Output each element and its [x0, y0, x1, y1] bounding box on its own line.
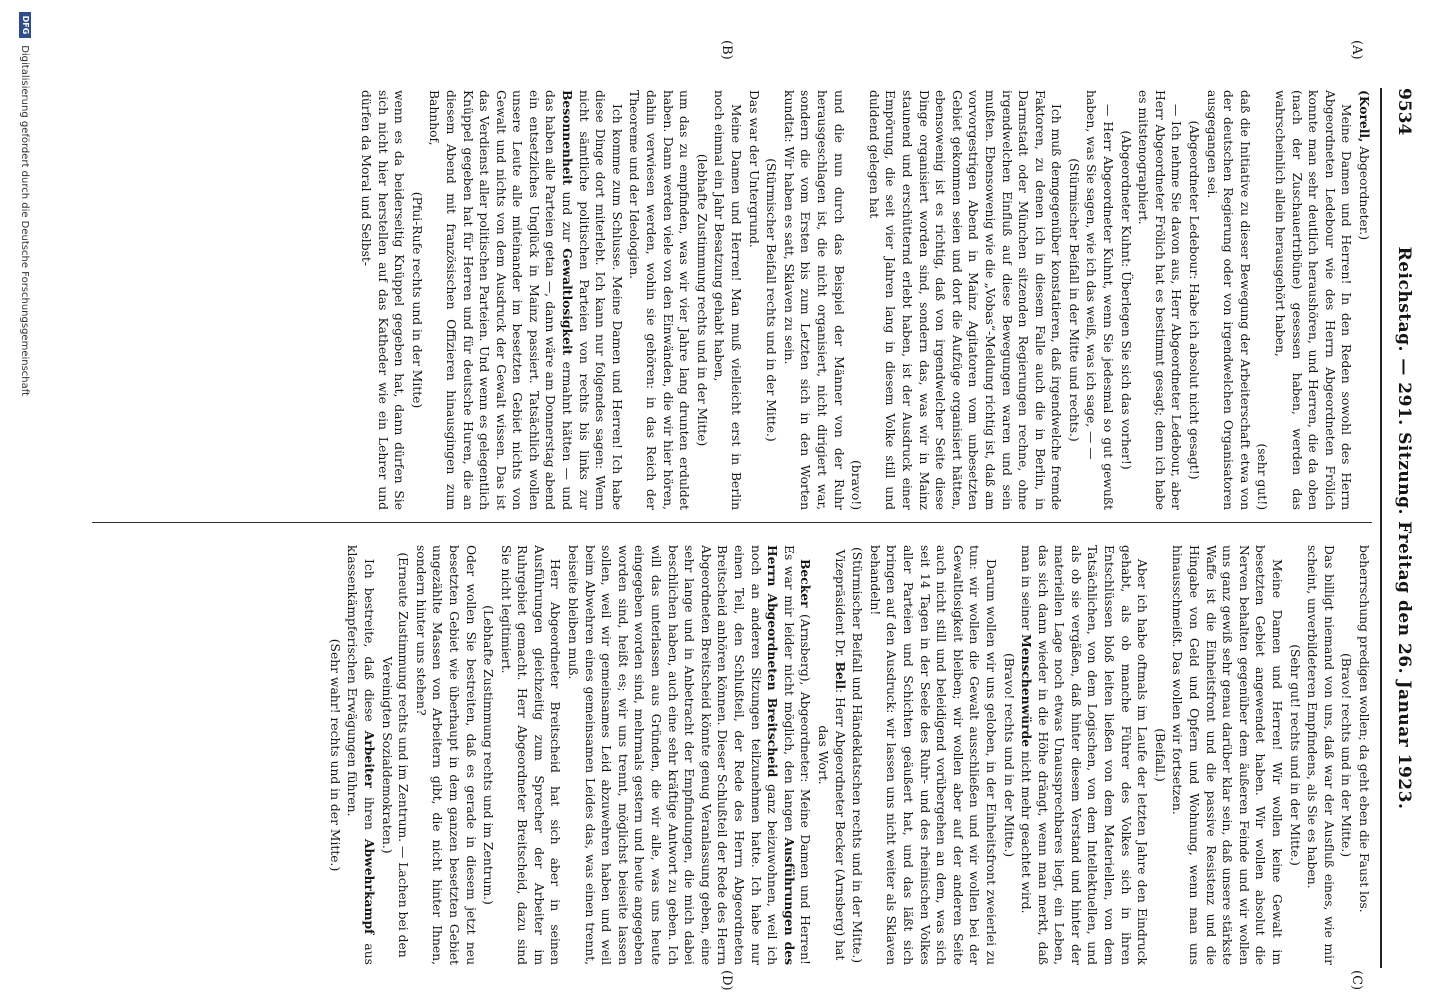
footer-text: Digitalisierung gefördert durch die Deutsche Forschungsgemeinschaft — [19, 45, 30, 397]
right-paragraph-8: Darum wollen wir uns geloben, in der Einheitsfront zweierlei zu tun: wir wollen die Gewalt ausschließen und wir wollen bei der Gewaltlosigkeit bleiben; wir wollen aber auf der anderen Seite auch nicht still und beleidigend vorübergehen an dem, was sich seit 14 Tagen in der Seele des Ruhr- und des rheinischen Volkes aller Parteien und Schichten geäußert hat, und das läßt sich bringen auf den Ausdruck: wir lassen uns nicht weiter als Sklaven behandeln! — [867, 545, 998, 965]
left-paragraph-15: (lebhafte Zustimmung rechts und in der Mitte) — [694, 153, 709, 447]
right-paragraph-10: Vizepräsident Dr. Bell: Herr Abgeordneter Becker (Arnsberg) hat das Wort. — [816, 549, 848, 961]
left-paragraph-1: Meine Damen und Herren! In den Reden sowohl des Herrn Abgeordneten Ledebour wie des Herrn Abgeordneten Frölich konnte man sehr deutlich heraushören, und Herren, die da oben (nach der Zuschauertribüne) gesessen haben, werden das wahrscheinlich allein herausgehört haben, — [1273, 90, 1354, 510]
left-paragraph-8: (Stürmischer Beifall in der Mitte und rechts.) — [1066, 158, 1081, 442]
margin-marker-d: (D) — [719, 970, 734, 991]
page-title: Reichstag. — 291. Sitzung. Freitag den 26. Januar 1923. — [1394, 246, 1414, 810]
column-divider — [92, 522, 1372, 523]
right-paragraph-9: (Stürmischer Beifall und Händeklatschen rechts und in der Mitte.) — [850, 546, 865, 964]
left-paragraph-18: (Pfui-Rufe rechts und in der Mitte) — [409, 191, 424, 409]
right-paragraph-2: Das billigt niemand von uns, daß war der Ausfluß eines, wie mir scheint, unverbildeteren Empfindens, als Sie es haben. — [1305, 545, 1336, 965]
right-paragraph-1: (Bravo! rechts und in der Mitte.) — [1339, 652, 1354, 858]
text-column-right — [82, 545, 1372, 965]
left-paragraph-2: (sehr gut!) — [1255, 443, 1270, 510]
dfg-logo: DFG — [19, 12, 31, 38]
left-paragraph-17: Ich komme zum Schlusse. Meine Damen und Herren! Ich habe diese Dinge dort miterlebt. Ich kann nur folgendes sagen: Wenn nicht sämtliche politischen Parteien von rechts bis links zur Besonnenheit und zur Gewaltlosigkeit ermahnt hätten — und das haben alle Parteien getan —, dann wäre am Donnerstag abend ein entsetzliches Unglück in Mainz passiert. Tatsächlich wollen unsere Leute alle miteinander im besetzten Gebiet nichts von Gewalt und nichts von dem Ausdruck der Gewalt wissen. Das ist das Verdienst aller politischen Parteien. Und wenn es gelegentlich Knüppel gegeben hat für Herren und für deutsche Huren, die an diesem Abend mit französischen Offizieren hinausgingen zum Bahnhof, — [427, 90, 624, 510]
right-paragraph-0: beherrschung predigen wollen; da geht eben die Faust los. — [1357, 545, 1371, 913]
margin-marker-a: (A) — [1349, 40, 1364, 60]
left-paragraph-11: und die nun durch das Beispiel der Männer von der Ruhr herausgeschlagen ist, die nicht organisiert, nicht dirigiert war, sondern die vom Ersten bis zum Letzten sich in den Worten kundtat: Wir haben es satt, Sklaven zu sein. — [781, 90, 846, 510]
right-paragraph-17: (Sehr wahr! rechts und in der Mitte.) — [327, 638, 342, 872]
text-column-left — [82, 90, 1372, 510]
right-paragraph-3: (Sehr gut! rechts und in der Mitte.) — [1287, 644, 1302, 866]
margin-marker-c: (C) — [1349, 970, 1364, 991]
left-paragraph-7: — Herr Abgeordneter Kuhnt, wenn Sie jedesmal so gut gewußt haben, was Sie sagen, wie ich das weiß, was ich sage, — — — [1084, 90, 1116, 510]
right-paragraph-12: Herr Abgeordneter Breitscheid hat sich aber in seinen Ausführungen gleichzeitig zum Sprecher der Arbeiter im Ruhrgebiet gemacht. Herr Abgeordneter Breitscheid, dazu sind Sie nicht legitimiert. — [498, 545, 563, 965]
right-paragraph-16: Ich bestreite, daß diese Arbeiter ihren Abwehrkampf aus klassenkämpferischen Erwägungen führen. — [345, 545, 377, 965]
left-paragraph-4: (Abgeordneter Ledebour: Habe ich absolut nicht gesagt!) — [1187, 120, 1202, 480]
left-paragraph-16: um das zu empfinden, was wir vier Jahre lang drunten erduldet haben. Dann werden viele von den Einwänden, die wir hier hören, dahin verwiesen werden, wohin sie gehören: in das Reich der Theoreme und der Ideologien. — [627, 90, 692, 510]
right-paragraph-15: (Erneute Zustimmung rechts und im Zentrum. — Lachen bei den Vereinigten Sozialdemokraten.) — [379, 552, 411, 958]
right-paragraph-7: (Bravo! rechts und in der Mitte.) — [1001, 652, 1016, 858]
left-paragraph-19: wenn es da beiderseitig Knüppel gegeben hat, dann dürfen Sie sich nicht hier herstellen auf das Katheder wie ein Lehrer und dürfen da Moral und Selbst- — [358, 90, 407, 510]
left-paragraph-12: (Stürmischer Beifall rechts und in der Mitte.) — [764, 158, 779, 442]
left-paragraph-0: (Korell, Abgeordneter.) — [1357, 90, 1372, 240]
right-paragraph-4: Meine Damen und Herren! Wir wollen keine Gewalt im besetzten Gebiet angewendet haben. Wir wollen absolut die Nerven behalten gegenüber dem äußeren Feinde und wir wollen uns ganz gewiß sehr genau darüber klar sein, daß unsere stärkste Waffe ist die Einheitsfront und die passive Resistenz und die Hingabe von Geld und Opfern und Wohnung, wenn man uns hinausschmeißt. Das wollen wir fortsetzen. — [1170, 545, 1285, 965]
left-paragraph-10: (bravo!) — [849, 460, 864, 510]
right-paragraph-13: (Lebhafte Zustimmung rechts und im Zentrum.) — [481, 605, 496, 905]
left-paragraph-3: daß die Initiative zu dieser Bewegung der Arbeiterschaft etwa von der deutschen Regierung oder von irgendwelchen Organisatoren ausgegangen sei. — [1204, 90, 1252, 510]
header-rule — [1380, 88, 1382, 968]
left-paragraph-14: Meine Damen und Herren! Man muß vielleicht erst in Berlin noch einmal ein Jahr Besatzung gehabt haben, — [712, 90, 744, 510]
left-paragraph-13: Das war der Untergrund. — [746, 90, 761, 248]
right-paragraph-5: (Beifall.) — [1152, 728, 1167, 782]
page-number: 9534 — [1394, 88, 1414, 136]
right-paragraph-14: Oder wollen Sie bestreiten, daß es gerade in diesem jetzt neu besetzten Gebiet wie überhaupt in dem ganzen besetzten Gebiet ungezählte Massen von Arbeitern gibt, die nicht hinter Ihnen, sondern hinter uns stehen? — [413, 545, 478, 965]
left-paragraph-5: — Ich nehme Sie davon aus, Herr Abgeordneter Ledebour, aber Herr Abgeordneter Frölich hat es bestimmt gesagt; denn ich habe es mitstenographiert. — [1136, 90, 1184, 510]
right-paragraph-6: Aber ich habe oftmals im Laufe der letzten Jahre den Eindruck gehabt, als ob manche Führer des Volkes sich in ihren Entschlüssen bloß leiten ließen von dem Materiellen, von dem Tatsächlichen, von dem Logischen, von dem Intellektuellen, und als ob sie vergäßen, daß hinter diesem Verstand und hinter der materiellen Lage noch etwas Unaussprechbares liegt, ein Leben, das sich dann wieder in die Höhe drängt, wenn man merkt, daß man in seiner Menschenwürde nicht mehr geachtet wird. — [1019, 545, 1150, 965]
page-header — [1386, 88, 1416, 968]
left-paragraph-6: (Abgeordneter Kuhnt: Überlegen Sie sich das vorher!) — [1118, 130, 1133, 470]
right-paragraph-11: Becker (Arnsberg), Abgeordneter: Meine Damen und Herren! Es war mir leider nicht möglich, den langen Ausführungen des Herrn Abgeordneten Breitscheid ganz beizuwohnen, weil ich noch an anderen Sitzungen teilzunehmen hatte. Ich habe nur einen Teil, den Schlußteil, der Rede des Herrn Abgeordneten Breitscheid anhören können. Dieser Schlußteil der Rede des Herrn Abgeordneten Breitscheid könnte genug Veranlassung geben, eine sehr lange und in Anbetracht der Empfindungen, die mich dabei beschlichen haben, auch eine sehr kräftige Antwort zu geben. Ich will das unterlassen aus Gründen, die wir alle, was uns heute eingegeben worden sind, mehrmals gestern und heute angegeben worden sind, heißt es; wir uns trennt, möglichst beiseite lassen sollen, weil wir gemeinsames Leid abzuwehren haben und weil beim Abwehren eines gemeinsamen Leides das, was einen trennt, beiseite bleiben muß. — [566, 545, 814, 965]
footer-credit — [11, 12, 31, 572]
left-paragraph-9: Ich muß demgegenüber konstatieren, daß irgendwelche fremde Faktoren, zu denen ich in diesem Falle auch die in Berlin, in Darmstadt oder München sitzenden Regierungen rechne, ohne irgendwelchen Einfluß auf diese Bewegungen waren und sein mußten. Ebensowenig wie die „Vobas“-Meldung richtig ist, daß am vorvorgestrigen Abend in Mainz Agitatoren vom unbesetzten Gebiet gekommen seien und dort die Aufzüge organisiert hätten, ebensowenig ist es richtig, daß von irgendwelcher Seite diese Dinge organisiert worden sind, sondern das, was wir in Mainz staunend und erschütternd erlebt haben, ist der Ausdruck einer Empörung, die seit vier Jahren lang in diesem Volke still und duldend gelegen hat — [866, 90, 1064, 510]
margin-marker-b: (B) — [719, 40, 734, 60]
